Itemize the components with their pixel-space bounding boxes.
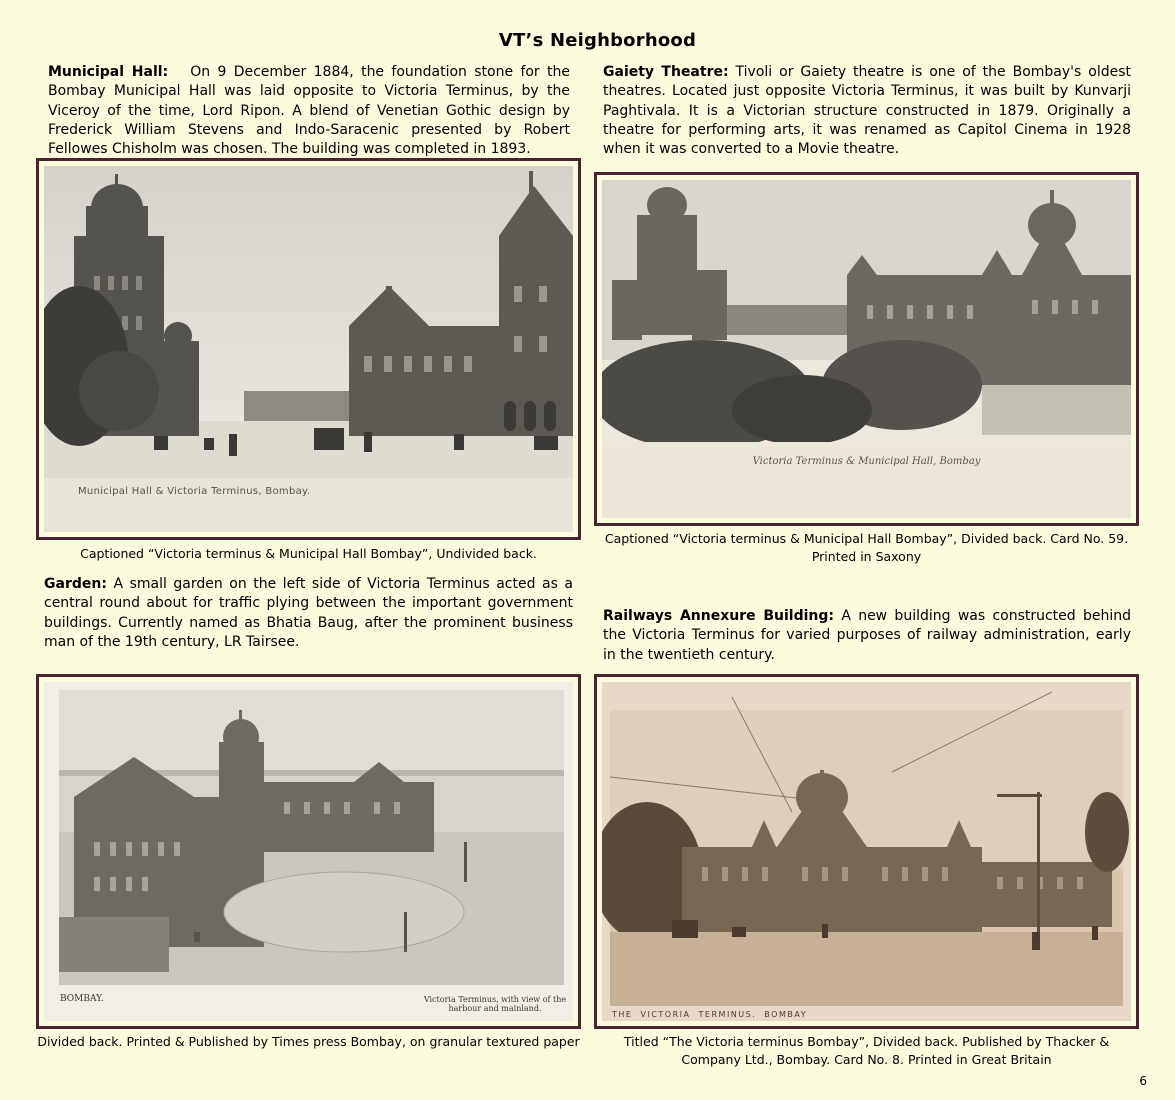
municipal-hall-heading: Municipal Hall: (48, 64, 169, 80)
caption-municipal-hall: Captioned “Victoria terminus & Municipal Hall Bombay”, Undivided back. (80, 546, 537, 561)
garden-paragraph (44, 575, 573, 652)
postcard-image-municipal-hall (44, 166, 573, 532)
garden-heading: Garden: (44, 576, 107, 592)
caption-gaiety-theatre: Captioned “Victoria terminus & Municipal Hall Bombay”, Divided back. Card No. 59. Printed in Saxony (604, 531, 1129, 564)
postcard-image-gaiety-theatre (602, 180, 1131, 518)
postcard-printed-caption-garden-right: Victoria Terminus, with view of the harbour and mainland. (423, 995, 567, 1013)
postcard-printed-caption-municipal-hall: Municipal Hall & Victoria Terminus, Bombay. (78, 486, 311, 497)
gaiety-theatre-body: Tivoli or Gaiety theatre is one of the Bombay's oldest theatres. Located just opposite Victoria Terminus, it was built by Kunvarji Paghtivala. It is a Victorian structure constructed in 1879. Originally a theatre for performing arts, it was renamed as Capitol Cinema in 1928 when it was converted to a Movie theatre. (603, 64, 1131, 158)
gaiety-theatre-paragraph (603, 63, 1131, 159)
garden-body: A small garden on the left side of Victoria Terminus acted as a central round about for traffic plying between the important government buildings. Currently named as Bhatia Baug, after the prominent business man of the 19th century, LR Tairsee. (44, 576, 573, 650)
postcard-image-railways-annexure (602, 682, 1131, 1021)
postcard-printed-caption-gaiety-theatre: Victoria Terminus & Municipal Hall, Bombay (752, 456, 981, 467)
railways-annexure-heading: Railways Annexure Building: (603, 608, 834, 624)
postcard-image-garden (44, 682, 573, 1021)
postcard-printed-caption-garden-left: BOMBAY. (60, 994, 104, 1004)
railways-annexure-paragraph (603, 607, 1131, 665)
gaiety-theatre-heading: Gaiety Theatre: (603, 64, 729, 80)
postcard-frame-railways-annexure (594, 674, 1139, 1029)
caption-garden: Divided back. Printed & Published by Times press Bombay, on granular textured paper (37, 1034, 580, 1049)
page-title: VT’s Neighborhood (498, 30, 697, 51)
municipal-hall-body: On 9 December 1884, the foundation stone for the Bombay Municipal Hall was laid opposite to Victoria Terminus, by the Viceroy of the time, Lord Ripon. A blend of Venetian Gothic design by Frederick William Stevens and Indo-Saracenic presented by Robert Fellowes Chisholm was chosen. The building was completed in 1893. (48, 64, 571, 158)
postcard-frame-garden (36, 674, 581, 1029)
municipal-hall-paragraph (48, 63, 570, 159)
postcard-frame-municipal-hall (36, 158, 581, 540)
railways-annexure-body: A new building was constructed behind the Victoria Terminus for varied purposes of railway administration, early in the twentieth century. (603, 608, 1131, 663)
caption-railways-annexure: Titled “The Victoria terminus Bombay”, Divided back. Published by Thacker & Company Ltd., Bombay. Card No. 8. Printed in Great Britain (623, 1034, 1110, 1067)
postcard-frame-gaiety-theatre (594, 172, 1139, 526)
page-number: 6 (1139, 1074, 1147, 1088)
postcard-printed-caption-railways-annexure: THE VICTORIA TERMINUS. BOMBAY (612, 1010, 808, 1019)
